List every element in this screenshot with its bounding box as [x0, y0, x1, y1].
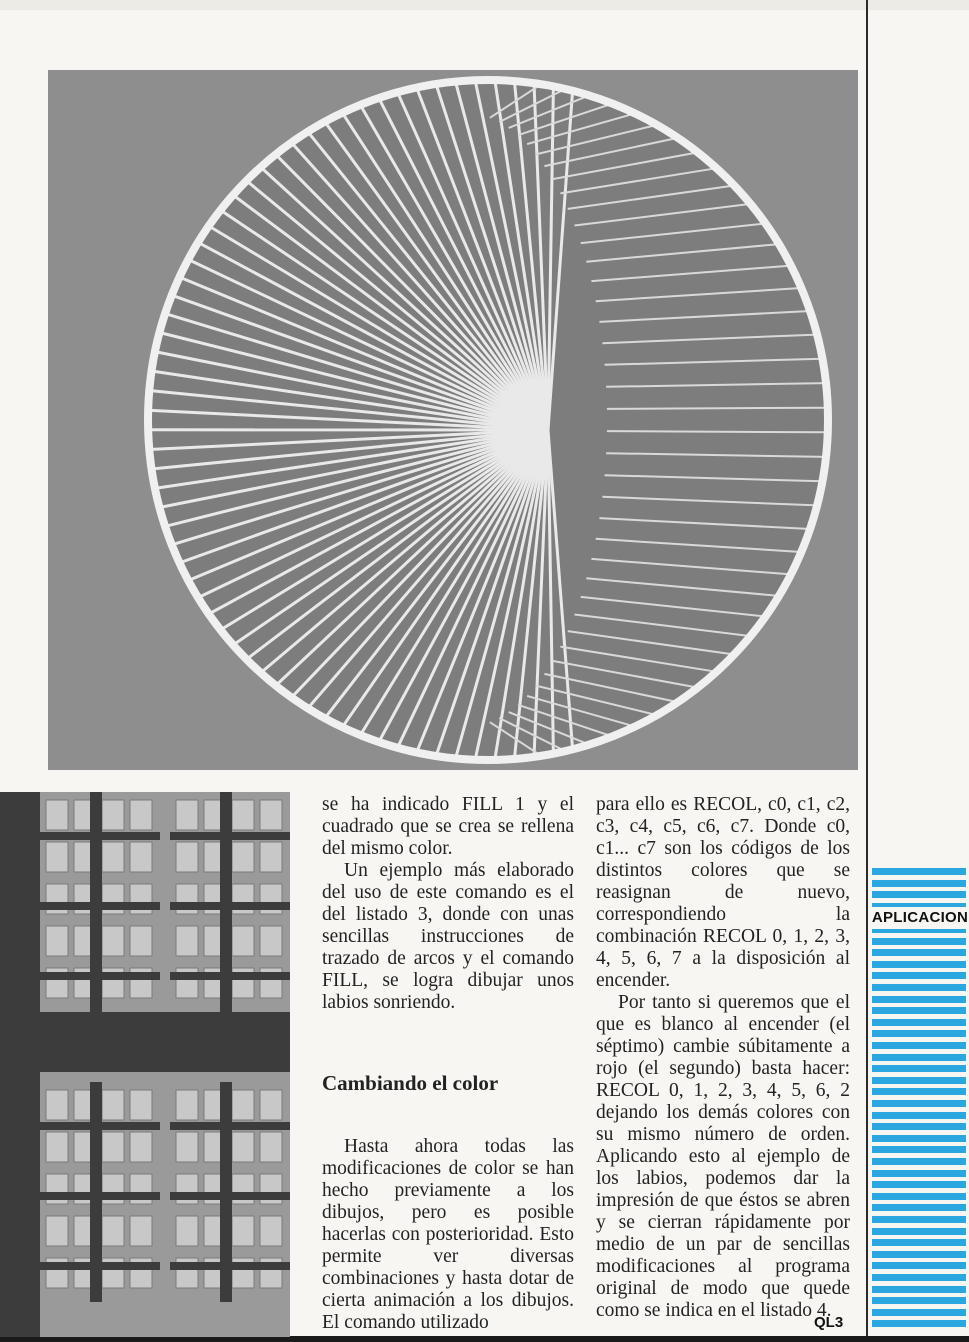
tab-stripe	[872, 880, 966, 887]
tab-stripe	[872, 1239, 966, 1246]
section-heading: Cambiando el color	[322, 1071, 499, 1095]
tab-stripe	[872, 1030, 966, 1037]
tab-stripe	[872, 1204, 966, 1211]
tab-stripe	[872, 996, 966, 1003]
paragraph: se ha indicado FILL 1 y el cuadrado que se crea se rellena del mismo color.	[322, 794, 574, 859]
tab-stripe	[872, 1181, 966, 1188]
tab-stripe	[872, 1007, 966, 1014]
tab-stripe	[872, 1262, 966, 1269]
tab-stripe	[872, 1065, 966, 1072]
tab-stripe	[872, 1193, 966, 1200]
tab-stripe	[872, 1112, 966, 1119]
tab-stripe	[872, 1286, 966, 1293]
grid-pattern-photo	[0, 792, 290, 1337]
tab-stripe	[872, 1251, 966, 1258]
section-tab-stripes	[872, 868, 966, 1338]
paragraph: Hasta ahora todas las modificaciones de color se han hecho previamente a los dibujos, pero es posible hacerlas con posterioridad. Esto permite ver diversas combinaciones y hasta dotar de cierta animación a los dibujos. El comando utilizado	[322, 1136, 574, 1333]
tab-stripe	[872, 1297, 966, 1304]
paragraph: para ello es RECOL, c0, c1, c2, c3, c4, c5, c6, c7. Donde c0, c1... c7 son los códigos de los distintos colores que se reasignan de nuevo, correspondiendo la combinación RECOL 0, 1, 2, 3, 4, 5, 6, 7 a la disposición al encender.	[596, 794, 850, 991]
tab-stripe	[872, 1158, 966, 1165]
text-column-1	[322, 794, 574, 1334]
section-tab-label: APLICACION	[871, 907, 969, 929]
grid-pattern	[0, 792, 290, 1337]
page-number: QL3	[814, 1314, 844, 1331]
tab-stripe	[872, 1123, 966, 1130]
tab-stripe	[872, 1019, 966, 1026]
tab-stripe	[872, 1228, 966, 1235]
tab-stripe	[872, 868, 966, 875]
tab-stripe	[872, 1170, 966, 1177]
top-rule	[0, 0, 969, 10]
tab-stripe	[872, 1216, 966, 1223]
tab-stripe	[872, 1042, 966, 1049]
tab-stripe	[872, 1320, 966, 1327]
tab-stripe	[872, 1309, 966, 1316]
paragraph: Un ejemplo más elaborado del uso de este comando es el del listado 3, donde con unas sencillas instrucciones de trazado de arcos y el comando FILL, se logra dibujar unos labios sonriendo.	[322, 860, 574, 1013]
tab-stripe	[872, 1054, 966, 1061]
tab-stripe	[872, 972, 966, 979]
paragraph: Por tanto si queremos que el que es blanco al encender (el séptimo) cambie súbitamente a rojo (el segundo) basta hacer: RECOL 0, 1, 2, 3, 4, 5, 6, 2 dejando los demás colores con su mismo número de orden. Aplicando esto al ejemplo de los labios, podemos dar la impresión de que éstos se abren y se cierran rápidamente por medio de un par de sencillas modificaciones al programa original de modo que quede como se indica en el listado 4.	[596, 992, 850, 1321]
tab-stripe	[872, 961, 966, 968]
tab-stripe	[872, 1135, 966, 1142]
tab-stripe	[872, 949, 966, 956]
tab-stripe	[872, 938, 966, 945]
tab-stripe	[872, 1146, 966, 1153]
tab-stripe	[872, 1088, 966, 1095]
circle-line-art	[48, 70, 858, 770]
circle-line-art-photo	[48, 70, 858, 770]
tab-stripe	[872, 1077, 966, 1084]
tab-stripe	[872, 984, 966, 991]
vertical-rule	[866, 0, 868, 1336]
text-column-2	[596, 794, 850, 1322]
tab-stripe	[872, 891, 966, 898]
tab-stripe	[872, 1100, 966, 1107]
tab-stripe	[872, 1274, 966, 1281]
